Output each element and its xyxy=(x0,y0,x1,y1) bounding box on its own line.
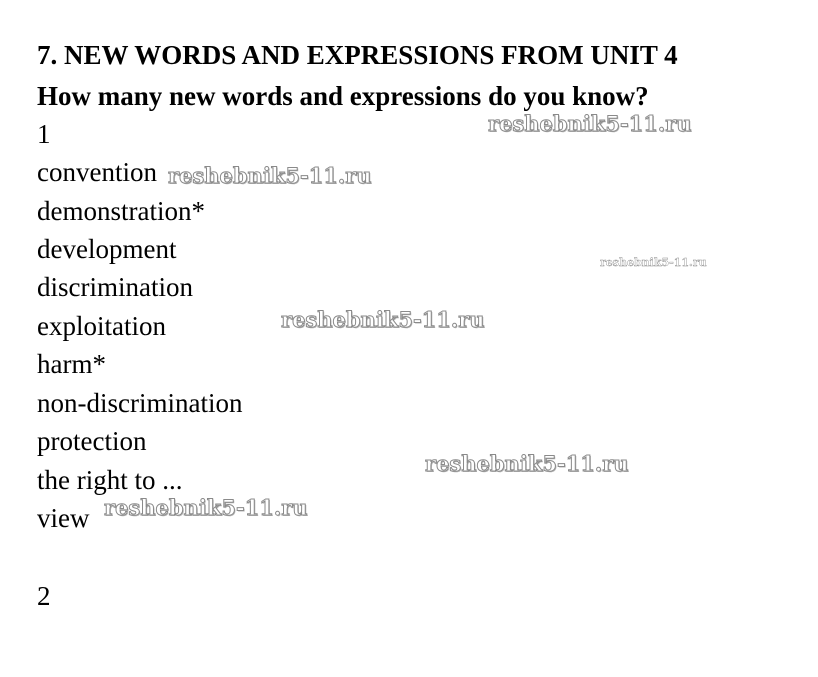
word-protection: protection xyxy=(37,426,147,456)
word-development: development xyxy=(37,234,177,264)
word-exploitation: exploitation xyxy=(37,311,166,341)
section-question: How many new words and expressions do you know? xyxy=(37,81,649,111)
watermark: reshebnik5-11.ru xyxy=(281,307,485,332)
word-harm: harm* xyxy=(37,349,106,379)
watermark: reshebnik5-11.ru xyxy=(104,495,308,520)
word-discrimination: discrimination xyxy=(37,272,193,302)
section-title: 7. NEW WORDS AND EXPRESSIONS FROM UNIT 4 xyxy=(37,40,678,70)
section-2-number: 2 xyxy=(37,581,51,611)
section-1-number: 1 xyxy=(37,119,51,149)
word-demonstration: demonstration* xyxy=(37,196,205,226)
word-non-discrimination: non-discrimination xyxy=(37,388,243,418)
word-the-right-to: the right to ... xyxy=(37,465,183,495)
watermark: reshebnik5-11.ru xyxy=(168,163,372,188)
watermark: reshebnik5-11.ru xyxy=(425,451,629,476)
word-convention: convention xyxy=(37,157,157,187)
watermark: reshebnik5-11.ru xyxy=(600,256,707,269)
watermark: reshebnik5-11.ru xyxy=(488,111,692,136)
word-view: view xyxy=(37,503,90,533)
